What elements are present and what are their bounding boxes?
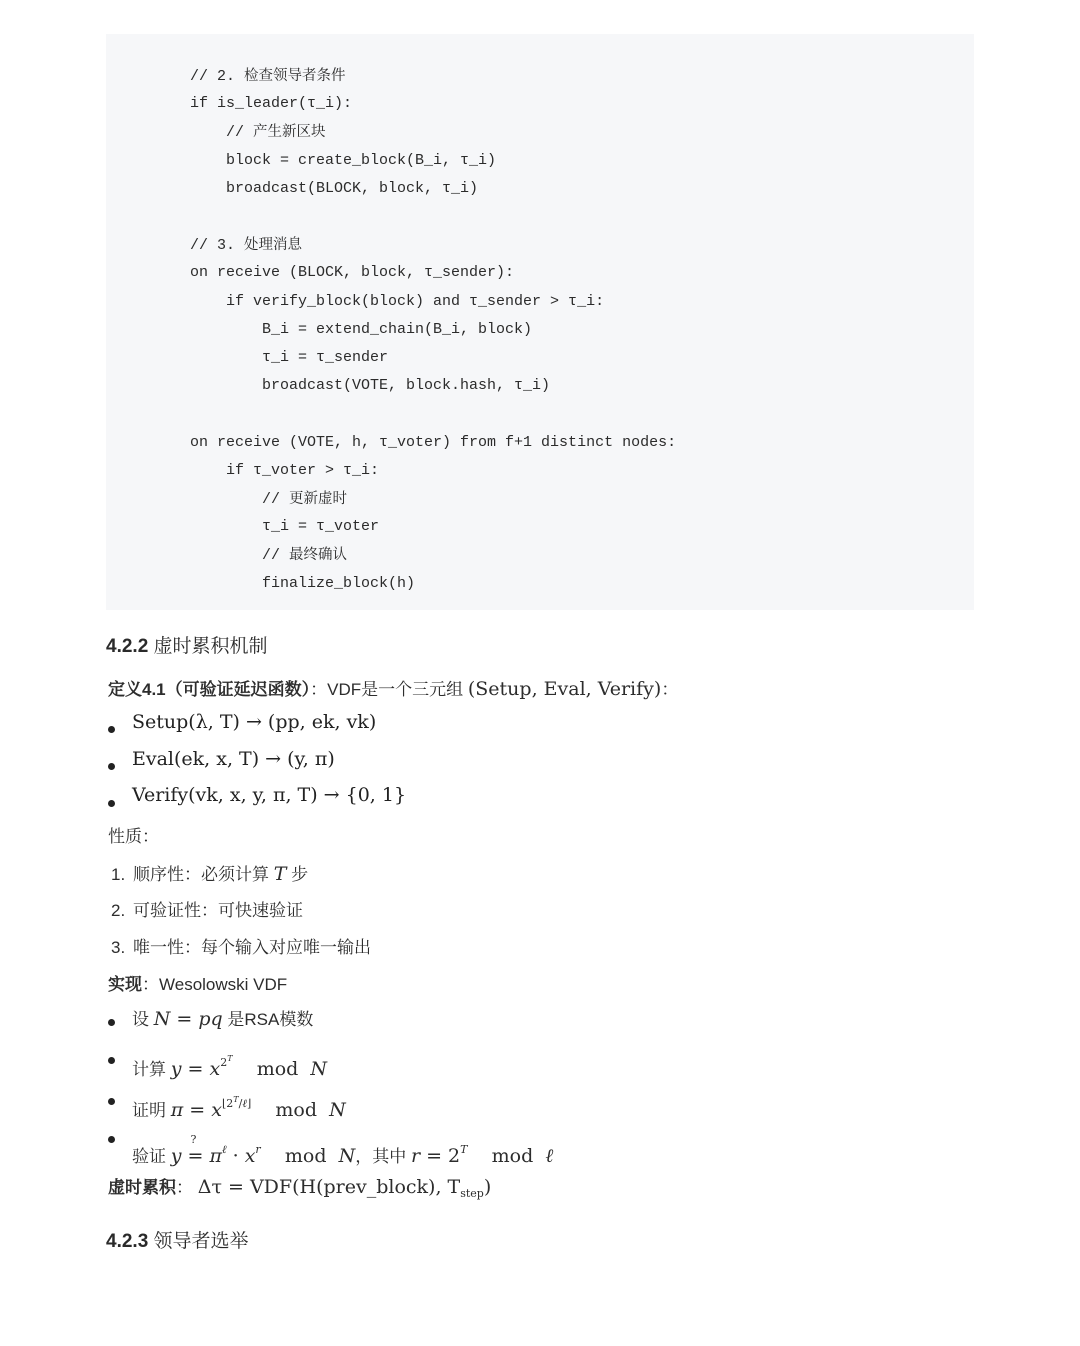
bullet-icon: [108, 800, 115, 807]
definition-math: (Setup, Eval, Verify): [467, 678, 662, 700]
code-block: [106, 34, 974, 610]
section-number: 4.2.2: [106, 636, 149, 657]
implementation-label: 实现: [108, 975, 142, 994]
definition-label: 定义4.1（可验证延迟函数）: [108, 680, 311, 699]
accumulation-line: [108, 1172, 491, 1202]
code-line: on receive (BLOCK, block, τ_sender):: [190, 264, 515, 282]
impl-item-compute: [132, 1044, 328, 1080]
list-number: 1.: [111, 865, 126, 884]
code-line: B_i = extend_chain(B_i, block): [190, 320, 533, 338]
accumulation-sep: ：: [176, 1178, 193, 1197]
code-line: if is_leader(τ_i):: [190, 95, 353, 113]
section-heading-4-2-3: [106, 1227, 249, 1257]
code-line: τ_i = τ_sender: [190, 349, 389, 366]
code-line: // 最终确认: [190, 547, 348, 565]
accumulation-label: 虚时累积: [108, 1178, 176, 1197]
property-item: [111, 933, 371, 963]
property-text: 可验证性：可快速验证: [133, 901, 303, 920]
bullet-icon: [108, 763, 115, 770]
list-number: 3.: [111, 938, 126, 957]
section-number: 4.2.3: [106, 1231, 149, 1252]
properties-label: 性质：: [108, 827, 159, 846]
definition-sep: ：: [310, 680, 328, 699]
impl-item-math: N = pq: [153, 1008, 223, 1030]
list-number: 2.: [111, 901, 126, 920]
impl-item-math: $r = 2^T$ mod ℓ: [410, 1143, 554, 1167]
property-item: [111, 859, 308, 889]
impl-item-text: 设: [132, 1010, 154, 1029]
property-item: [111, 896, 303, 926]
bullet-icon: [108, 1057, 115, 1064]
vdf-verify-item: Verify(vk, x, y, π, T) → {0, 1}: [132, 784, 407, 806]
impl-item-verify: [132, 1135, 553, 1165]
code-line: // 3. 处理消息: [190, 237, 303, 255]
code-line: τ_i = τ_voter: [190, 518, 380, 536]
code-line: broadcast(BLOCK, block, τ_i): [190, 179, 479, 197]
section-title: 虚时累积机制: [153, 636, 268, 657]
impl-item-modulus: [132, 1004, 313, 1034]
impl-item-math: y = ? $\pi^\ell \cdot x^r$ mod N: [170, 1133, 356, 1167]
property-post: 步: [286, 865, 309, 884]
impl-item-text: 证明: [132, 1101, 171, 1120]
code-line: broadcast(VOTE, block.hash, τ_i): [190, 377, 551, 395]
property-math: T: [273, 863, 287, 885]
impl-item-text: 计算: [132, 1060, 171, 1079]
definition-end: ：: [661, 680, 679, 699]
impl-item-text: 验证: [132, 1147, 171, 1166]
implementation-line: [108, 970, 287, 1000]
implementation-sep: ：: [142, 975, 159, 994]
code-line: // 产生新区块: [190, 124, 326, 142]
accumulation-formula: Δτ = VDF(H(prev_block), $T_{step}$): [197, 1176, 492, 1200]
code-line: block = create_block(B_i, τ_i): [190, 151, 497, 169]
bullet-icon: [108, 1019, 115, 1026]
definition-text: VDF是一个三元组: [327, 680, 464, 699]
impl-item-text: 是RSA模数: [222, 1010, 314, 1029]
vdf-eval-item: Eval(ek, x, T) → (y, π): [132, 748, 335, 770]
code-line: on receive (VOTE, h, τ_voter) from f+1 distinct nodes:: [190, 433, 677, 451]
impl-item-proof: [132, 1085, 346, 1121]
code-line: if τ_voter > τ_i:: [190, 461, 380, 479]
vdf-setup-item: Setup(λ, T) → (pp, ek, vk): [132, 711, 377, 733]
bullet-icon: [108, 1098, 115, 1105]
impl-item-math: $y = x^{2^T}$ mod N: [170, 1054, 328, 1080]
definition-line: [108, 674, 678, 704]
property-text: 唯一性：每个输入对应唯一输出: [133, 938, 371, 957]
code-line: finalize_block(h): [190, 574, 416, 592]
implementation-text: Wesolowski VDF: [159, 975, 288, 994]
code-line: if verify_block(block) and τ_sender > τ_i:: [190, 292, 605, 310]
section-heading-4-2-2: [106, 632, 268, 662]
code-line: // 更新虚时: [190, 491, 348, 508]
code-line: // 2. 检查领导者条件: [190, 68, 346, 85]
impl-item-math: $\pi = x^{⌊2^T/\ell⌋}$ mod N: [170, 1095, 346, 1121]
bullet-icon: [108, 1136, 115, 1143]
bullet-icon: [108, 726, 115, 733]
property-text: 顺序性：必须计算: [133, 865, 274, 884]
impl-item-text: ，其中: [355, 1147, 411, 1166]
section-title: 领导者选举: [153, 1231, 249, 1252]
